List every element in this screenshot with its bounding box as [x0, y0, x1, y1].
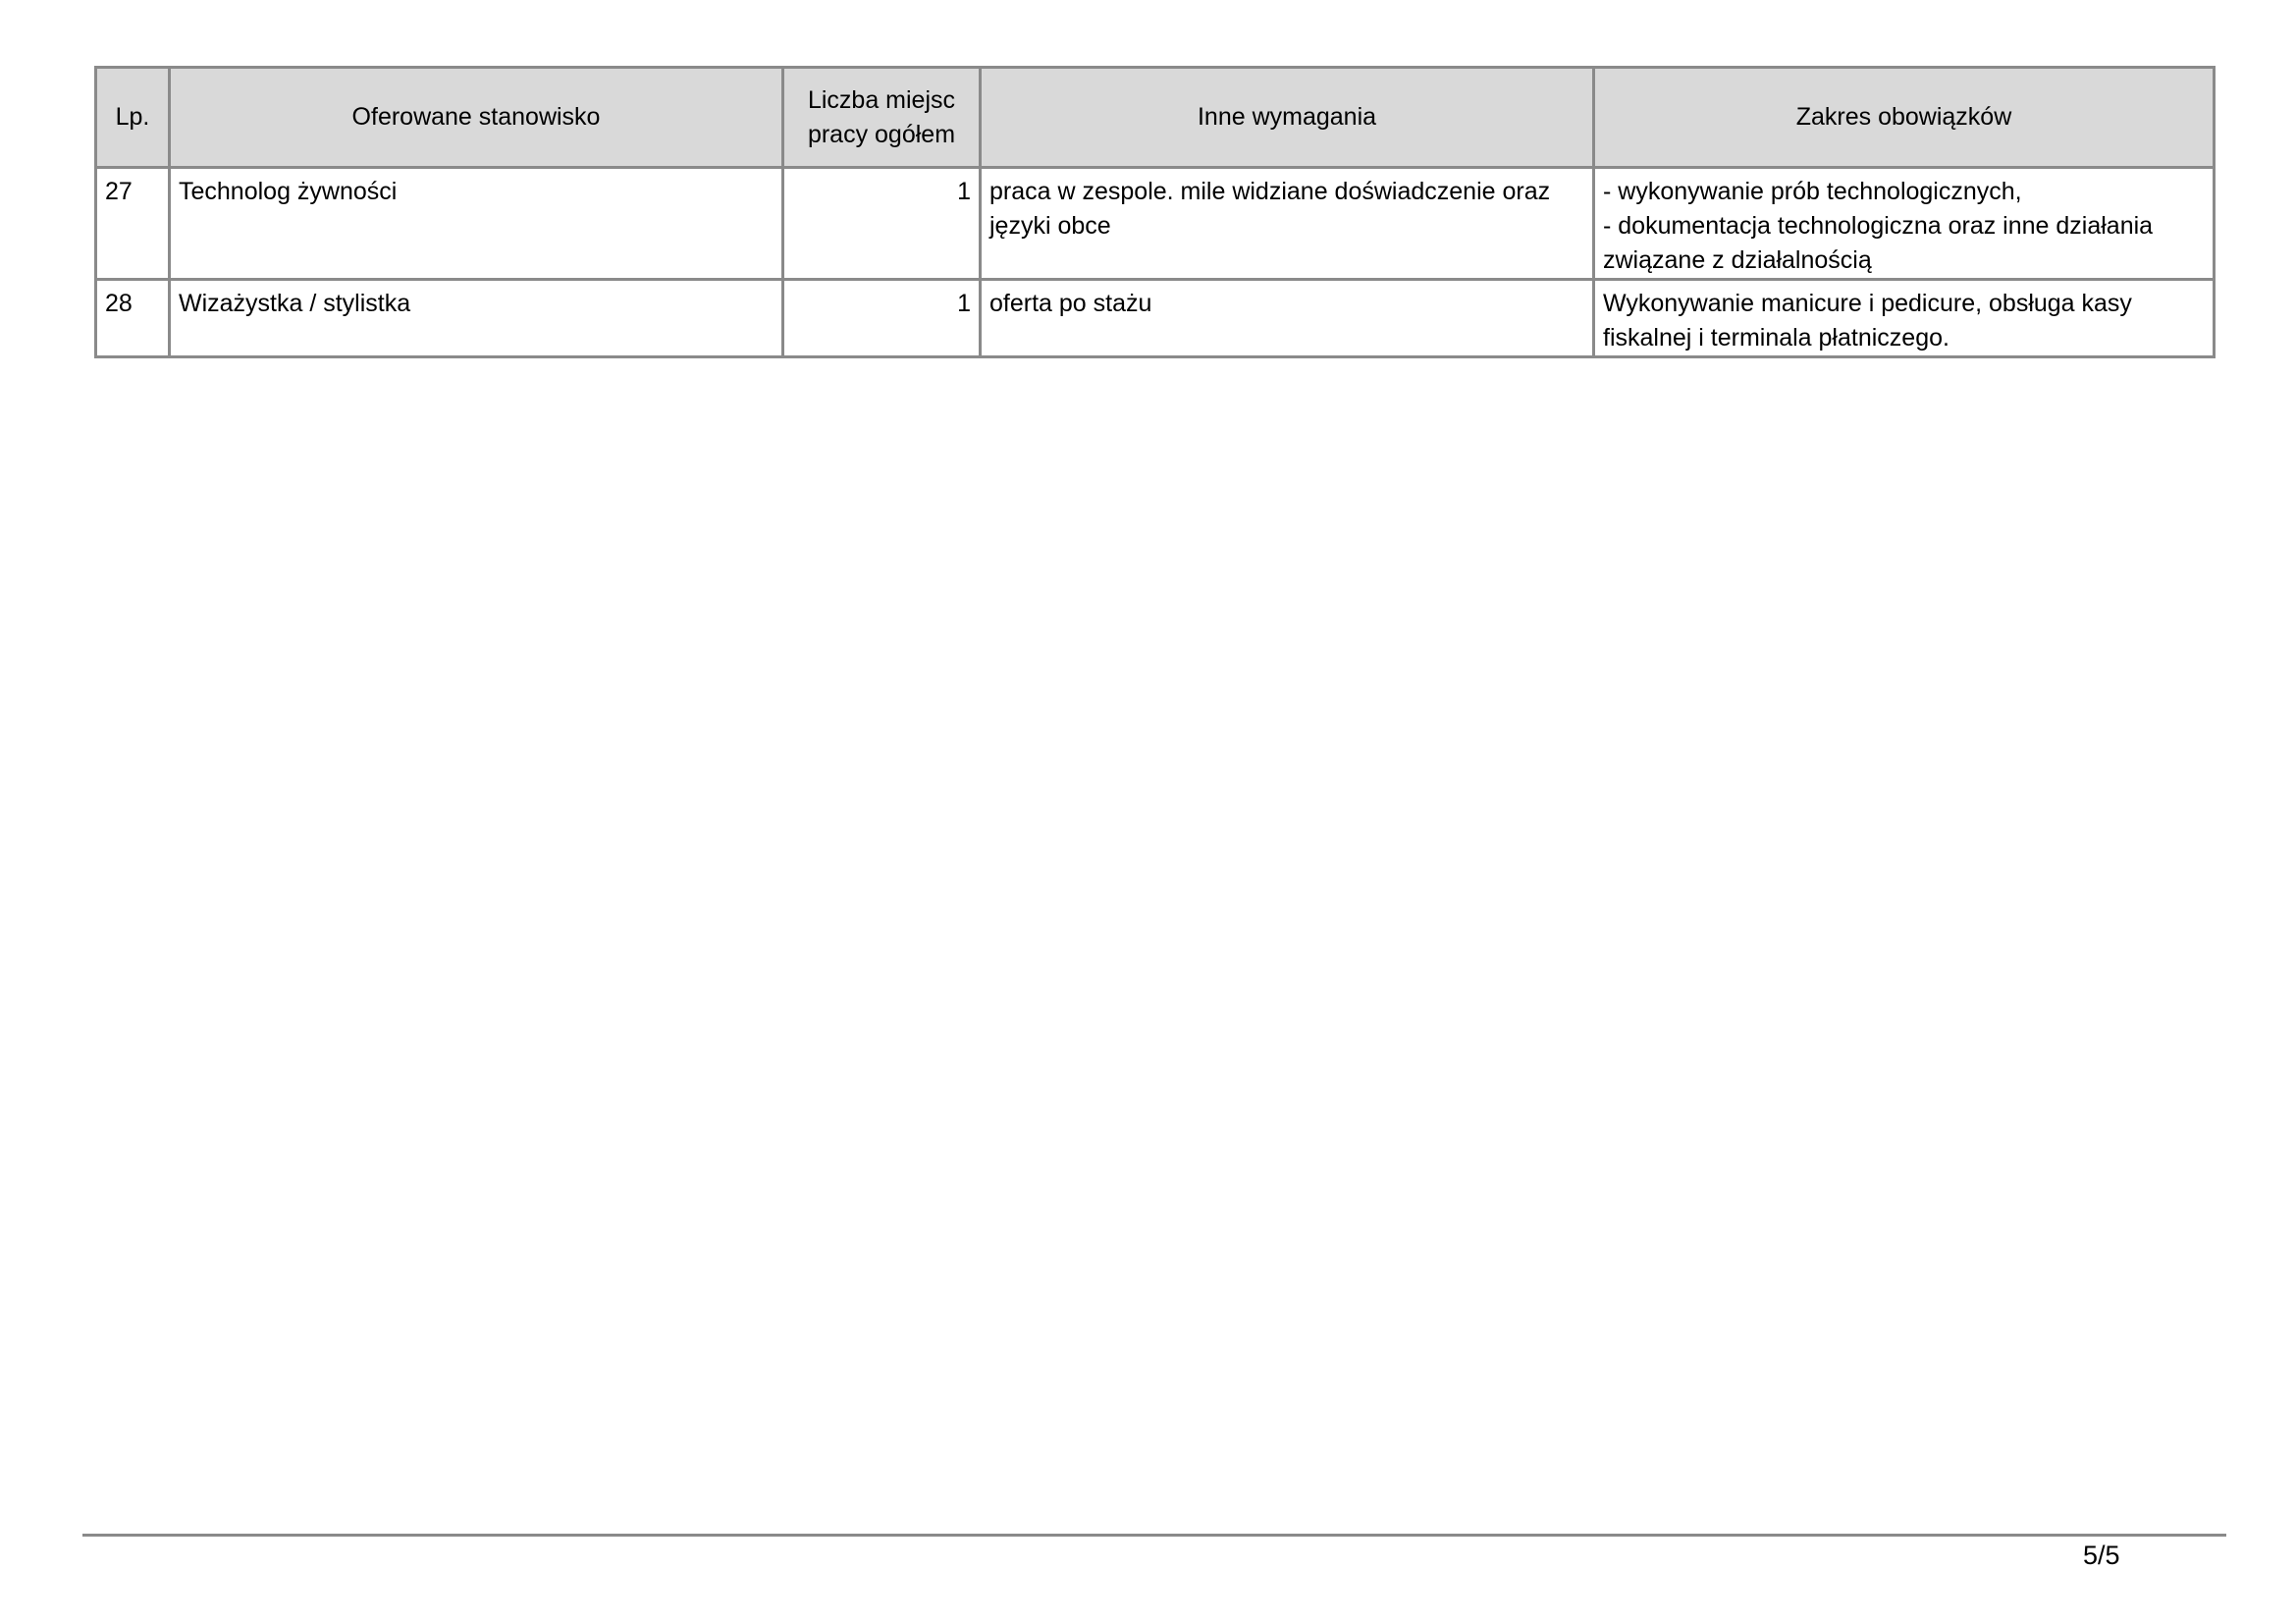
table-row: [96, 280, 2215, 357]
header-position: Oferowane stanowisko: [170, 68, 783, 168]
page-number: 5/5: [2083, 1541, 2120, 1570]
cell-requirements: oferta po stażu: [981, 280, 1594, 357]
cell-position: Technolog żywności: [170, 168, 783, 280]
table-header: [96, 68, 2215, 168]
cell-requirements: praca w zespole. mile widziane doświadczenie oraz języki obce: [981, 168, 1594, 280]
table-row: [96, 168, 2215, 280]
table-body: [96, 168, 2215, 357]
header-duties: Zakres obowiązków: [1594, 68, 2215, 168]
header-row: [96, 68, 2215, 168]
cell-position: Wizażystka / stylistka: [170, 280, 783, 357]
cell-lp: 27: [96, 168, 170, 280]
cell-lp: 28: [96, 280, 170, 357]
footer-divider: [82, 1534, 2226, 1537]
cell-duties: Wykonywanie manicure i pedicure, obsługa kasy fiskalnej i terminala płatniczego.: [1594, 280, 2215, 357]
header-lp: Lp.: [96, 68, 170, 168]
header-requirements: Inne wymagania: [981, 68, 1594, 168]
cell-job-count: 1: [783, 168, 981, 280]
header-job-count: Liczba miejsc pracy ogółem: [783, 68, 981, 168]
job-offers-table: [94, 66, 2216, 358]
cell-duties: - wykonywanie prób technologicznych, - dokumentacja technologiczna oraz inne działania związane z działalnością: [1594, 168, 2215, 280]
cell-job-count: 1: [783, 280, 981, 357]
